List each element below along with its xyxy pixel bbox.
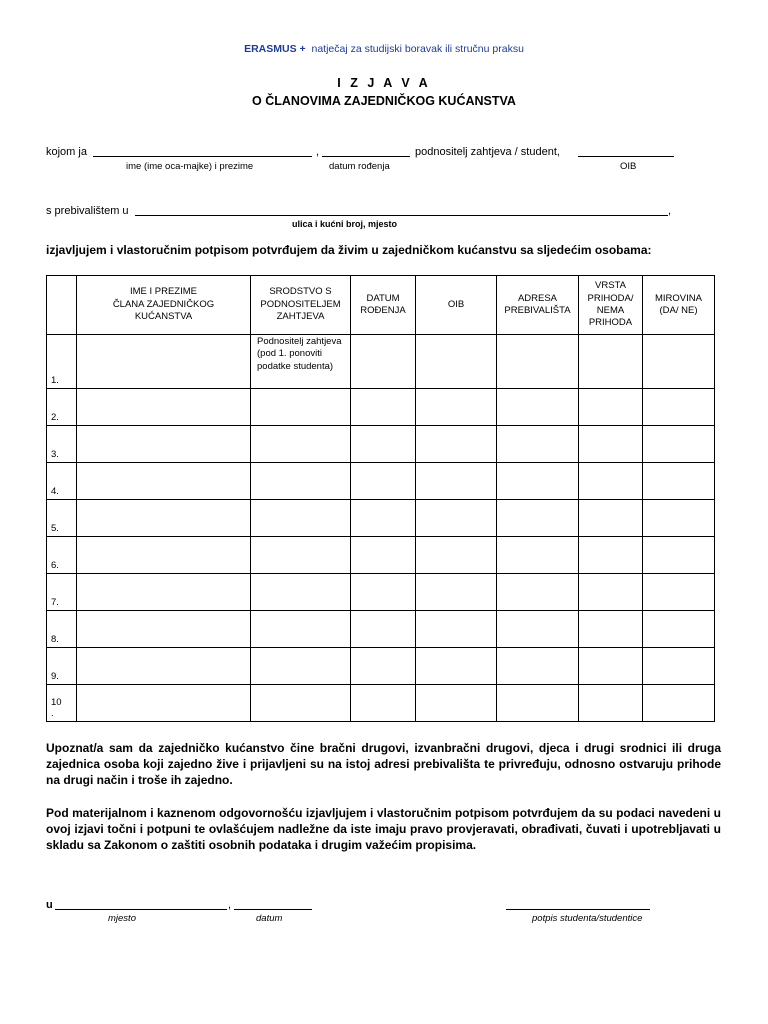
cell-address[interactable] [497, 611, 579, 648]
col-header-income-type: VRSTA PRIHODA/ NEMA PRIHODA [579, 276, 643, 335]
program-name: ERASMUS + [244, 43, 306, 55]
name-field[interactable] [93, 156, 312, 157]
cell-birthdate[interactable] [351, 335, 416, 389]
cell-relation[interactable] [251, 611, 351, 648]
cell-relation[interactable] [251, 389, 351, 426]
table-row [47, 648, 715, 685]
household-definition-paragraph: Upoznat/a sam da zajedničko kućanstvo čine bračni drugovi, izvanbračni drugovi, djeca i drugi srodnici ili druga zajednica osoba koji zajedno žive i prijavljeni su na istoj adresi prebivališta te privređuju, odnosno ostvaruju prihode na drugi način i troše ih zajedno. [46, 741, 721, 787]
col-header-number [47, 276, 77, 335]
oib-field[interactable] [578, 156, 674, 157]
cell-income-type[interactable] [579, 611, 643, 648]
cell-relation[interactable] [251, 426, 351, 463]
col-header-pension: MIROVINA (DA/ NE) [643, 276, 715, 335]
cell-birthdate[interactable] [351, 648, 416, 685]
cell-name[interactable] [77, 500, 251, 537]
cell-pension[interactable] [643, 500, 715, 537]
cell-pension[interactable] [643, 574, 715, 611]
col-header-address: ADRESA PREBIVALIŠTA [497, 276, 579, 335]
cell-birthdate[interactable] [351, 685, 416, 722]
applicant-label: podnositelj zahtjeva / student, [415, 146, 560, 158]
cell-address[interactable] [497, 426, 579, 463]
cell-oib[interactable] [416, 463, 497, 500]
cell-birthdate[interactable] [351, 500, 416, 537]
place-caption: mjesto [108, 913, 136, 924]
cell-income-type[interactable] [579, 685, 643, 722]
cell-name[interactable] [77, 426, 251, 463]
col-header-birthdate: DATUM ROĐENJA [351, 276, 416, 335]
col-header-relation: SRODSTVO S PODNOSITELJEM ZAHTJEVA [251, 276, 351, 335]
cell-birthdate[interactable] [351, 463, 416, 500]
row-number: 6. [47, 537, 77, 574]
cell-address[interactable] [497, 335, 579, 389]
cell-oib[interactable] [416, 611, 497, 648]
cell-pension[interactable] [643, 648, 715, 685]
cell-name[interactable] [77, 648, 251, 685]
cell-income-type[interactable] [579, 426, 643, 463]
residence-comma: , [668, 205, 672, 217]
document-title: I Z J A V A [337, 76, 431, 90]
table-row [47, 426, 715, 463]
cell-pension[interactable] [643, 463, 715, 500]
cell-oib[interactable] [416, 335, 497, 389]
cell-birthdate[interactable] [351, 574, 416, 611]
cell-oib[interactable] [416, 389, 497, 426]
cell-pension[interactable] [643, 685, 715, 722]
row-number: 8. [47, 611, 77, 648]
place-field[interactable] [55, 909, 227, 910]
table-header-row [47, 276, 715, 335]
table-row [47, 685, 715, 722]
cell-income-type[interactable] [579, 648, 643, 685]
cell-oib[interactable] [416, 426, 497, 463]
cell-oib[interactable] [416, 500, 497, 537]
col-header-name: IME I PREZIME ČLANA ZAJEDNIČKOG KUĆANSTVA [77, 276, 251, 335]
cell-address[interactable] [497, 537, 579, 574]
cell-address[interactable] [497, 500, 579, 537]
table-row [47, 537, 715, 574]
cell-pension[interactable] [643, 389, 715, 426]
birthdate-field[interactable] [322, 156, 410, 157]
date-caption: datum [256, 913, 283, 924]
cell-address[interactable] [497, 574, 579, 611]
row-number: 10 . [47, 685, 77, 722]
cell-birthdate[interactable] [351, 611, 416, 648]
cell-relation[interactable] [251, 685, 351, 722]
row-number: 3. [47, 426, 77, 463]
signature-field[interactable] [506, 909, 650, 910]
cell-oib[interactable] [416, 648, 497, 685]
cell-name[interactable] [77, 611, 251, 648]
household-members-table [46, 275, 715, 722]
cell-oib[interactable] [416, 574, 497, 611]
cell-relation[interactable] [251, 574, 351, 611]
cell-name[interactable] [77, 537, 251, 574]
cell-birthdate[interactable] [351, 389, 416, 426]
cell-name[interactable] [77, 463, 251, 500]
cell-income-type[interactable] [579, 389, 643, 426]
row-number: 5. [47, 500, 77, 537]
document-header [0, 43, 768, 55]
cell-name[interactable] [77, 574, 251, 611]
cell-address[interactable] [497, 685, 579, 722]
table-row [47, 574, 715, 611]
signature-caption: potpis studenta/studentice [532, 913, 643, 924]
intro-statement: izjavljujem i vlastoručnim potpisom potvrđujem da živim u zajedničkom kućanstvu sa sljedećim osobama: [46, 243, 652, 257]
cell-relation[interactable] [251, 463, 351, 500]
address-caption: ulica i kućni broj, mjesto [292, 219, 398, 229]
row-number: 9. [47, 648, 77, 685]
cell-birthdate[interactable] [351, 537, 416, 574]
cell-income-type[interactable] [579, 335, 643, 389]
cell-pension[interactable] [643, 335, 715, 389]
row-number: 4. [47, 463, 77, 500]
dob-caption: datum rođenja [329, 161, 390, 172]
cell-income-type[interactable] [579, 537, 643, 574]
table-row [47, 611, 715, 648]
row-number: 1. [47, 335, 77, 389]
cell-income-type[interactable] [579, 500, 643, 537]
header-subtitle: natječaj za studijski boravak ili stručnu praksu [311, 43, 524, 55]
liability-paragraph: Pod materijalnom i kaznenom odgovornošću izjavljujem i vlastoručnim potpisom potvrđujem da su podaci navedeni u ovoj izjavi točni i potpuni te ovlašćujem nadležne da iste imaju pravo provjeravati, obrađivati, čuvati i upotrebljavati u skladu sa Zakonom o zaštiti osobnih podataka i drugim važećim propisima. [46, 806, 721, 852]
cell-address[interactable] [497, 648, 579, 685]
oib-caption: OIB [620, 161, 637, 172]
table-row [47, 389, 715, 426]
cell-address[interactable] [497, 463, 579, 500]
document-subtitle: O ČLANOVIMA ZAJEDNIČKOG KUĆANSTVA [252, 94, 516, 108]
table-row [47, 335, 715, 389]
cell-pension[interactable] [643, 611, 715, 648]
cell-relation[interactable] [251, 537, 351, 574]
cell-address[interactable] [497, 389, 579, 426]
comma-separator: , [316, 146, 320, 158]
col-header-oib: OIB [416, 276, 497, 335]
cell-name[interactable] [77, 389, 251, 426]
cell-name[interactable] [77, 335, 251, 389]
cell-birthdate[interactable] [351, 426, 416, 463]
date-field[interactable] [234, 909, 312, 910]
cell-oib[interactable] [416, 537, 497, 574]
name-caption: ime (ime oca-majke) i prezime [126, 161, 254, 172]
row-number: 7. [47, 574, 77, 611]
cell-income-type[interactable] [579, 574, 643, 611]
cell-pension[interactable] [643, 426, 715, 463]
residence-field[interactable] [135, 215, 668, 216]
kojom-label: kojom ja [46, 146, 87, 158]
cell-pension[interactable] [643, 537, 715, 574]
cell-oib[interactable] [416, 685, 497, 722]
row-number: 2. [47, 389, 77, 426]
cell-relation[interactable] [251, 648, 351, 685]
signature-comma: , [228, 899, 232, 911]
table-row [47, 463, 715, 500]
cell-name[interactable] [77, 685, 251, 722]
cell-income-type[interactable] [579, 463, 643, 500]
table-row [47, 500, 715, 537]
cell-relation: Podnositelj zahtjeva (pod 1. ponoviti podatke studenta) [251, 335, 351, 389]
cell-relation[interactable] [251, 500, 351, 537]
residence-label: s prebivalištem u [46, 205, 129, 217]
signature-u-label: u [46, 899, 53, 911]
